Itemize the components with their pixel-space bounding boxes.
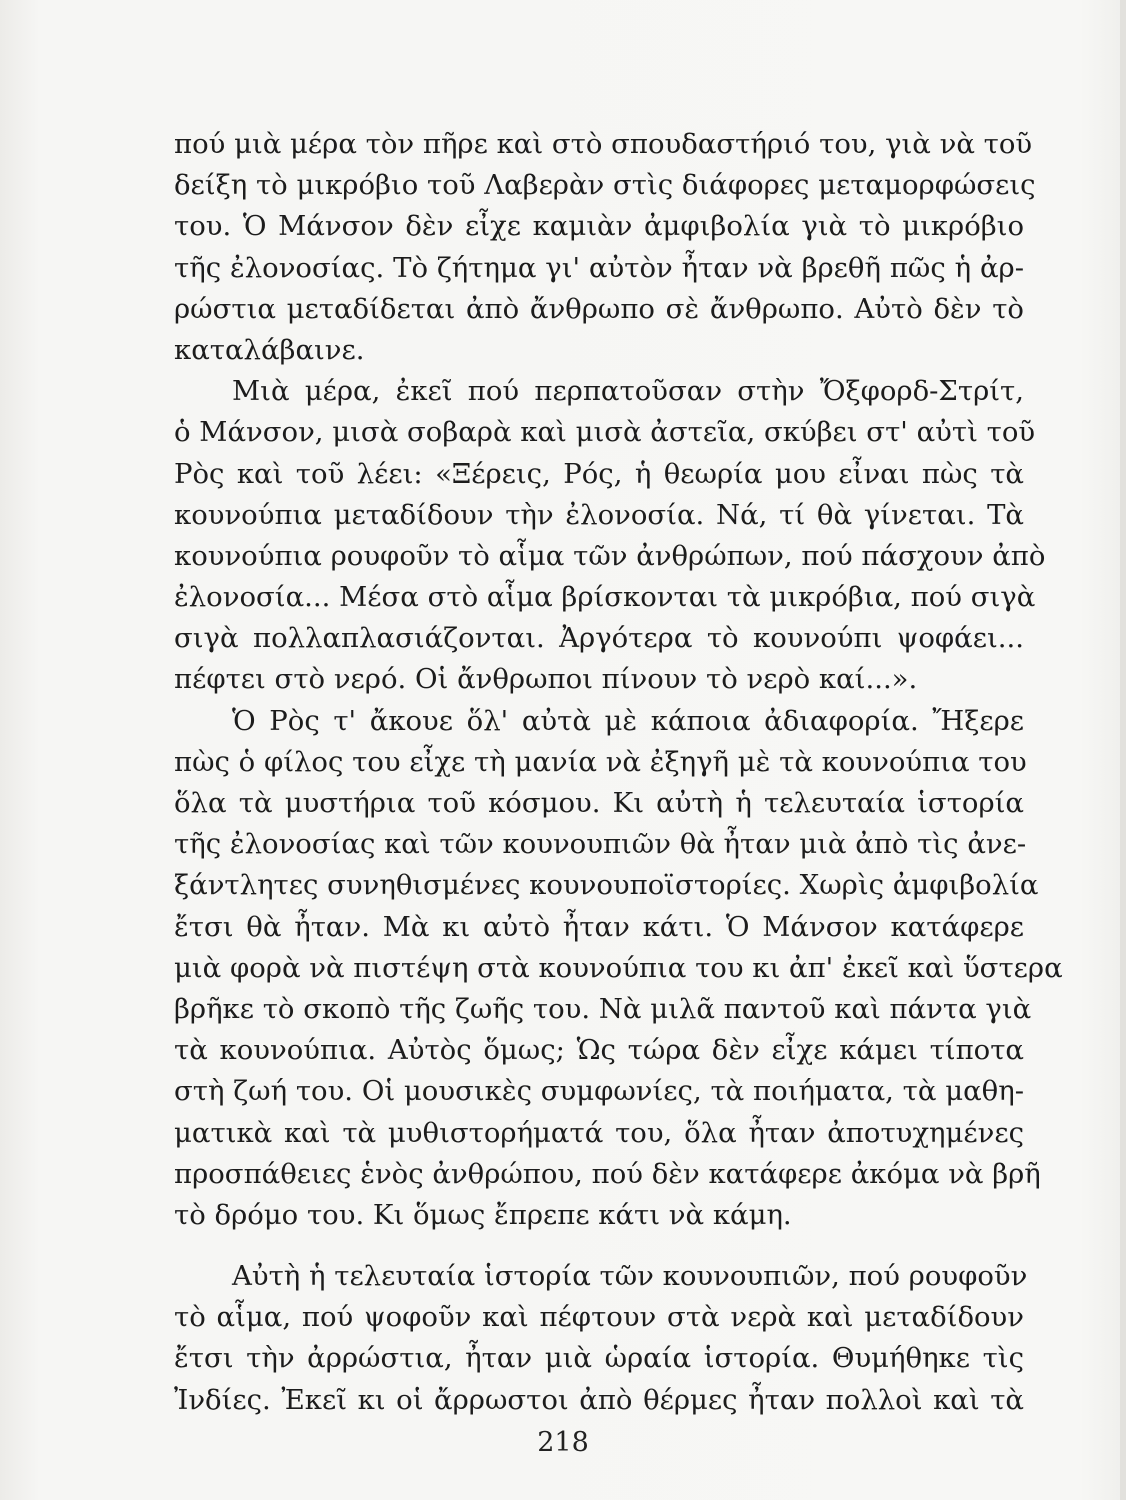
text-line: σιγὰ πολλαπλασιάζονται. Ἀργότερα τὸ κουνούπι ψοφάει... bbox=[174, 622, 1024, 655]
text-line: κουνούπια μεταδίδουν τὴν ἐλονοσία. Νά, τί θὰ γίνεται. Τὰ bbox=[174, 498, 1024, 531]
page-number: 218 bbox=[537, 1427, 589, 1458]
text-line: τῆς ἐλονοσίας. Τὸ ζήτημα γι' αὐτὸν ἦταν νὰ βρεθῆ πῶς ἡ ἀρ- bbox=[174, 251, 1024, 284]
body-text bbox=[174, 124, 1063, 1421]
text-line: στὴ ζωή του. Οἱ μουσικὲς συμφωνίες, τὰ ποιήματα, τὰ μαθη- bbox=[174, 1075, 1024, 1108]
text-line: πὼς ὁ φίλος του εἶχε τὴ μανία νὰ ἐξηγῆ μὲ τὰ κουνούπια του bbox=[174, 745, 1027, 778]
text-line: Μιὰ μέρα, ἐκεῖ πού περπατοῦσαν στὴν Ὄξφορδ-Στρίτ, bbox=[232, 375, 1024, 408]
text-line: δείξη τὸ μικρόβιο τοῦ Λαβερὰν στὶς διάφορες μεταμορφώσεις bbox=[174, 169, 1036, 202]
text-line: ξάντλητες συνηθισμένες κουνουποϊστορίες. Χωρὶς ἀμφιβολία bbox=[174, 869, 1039, 902]
text-line: ματικὰ καὶ τὰ μυθιστορήματά του, ὅλα ἦταν ἀποτυχημένες bbox=[174, 1116, 1024, 1149]
text-line: πέφτει στὸ νερό. Οἱ ἄνθρωποι πίνουν τὸ νερὸ καί...». bbox=[174, 663, 918, 696]
text-line: ρώστια μεταδίδεται ἀπὸ ἄνθρωπο σὲ ἄνθρωπο. Αὐτὸ δὲν τὸ bbox=[174, 292, 1024, 325]
text-line: προσπάθειες ἑνὸς ἀνθρώπου, πού δὲν κατάφερε ἀκόμα νὰ βρῆ bbox=[174, 1157, 1041, 1190]
text-line: καταλάβαινε. bbox=[174, 333, 365, 366]
paragraph-gap bbox=[174, 1236, 1024, 1256]
text-line: τὰ κουνούπια. Αὐτὸς ὅμως; Ὡς τώρα δὲν εἶχε κάμει τίποτα bbox=[174, 1034, 1024, 1067]
text-line: τῆς ἐλονοσίας καὶ τῶν κουνουπιῶν θὰ ἦταν μιὰ ἀπὸ τὶς ἀνε- bbox=[174, 828, 1027, 861]
text-line: ἔτσι θὰ ἦταν. Μὰ κι αὐτὸ ἦταν κάτι. Ὁ Μάνσον κατάφερε bbox=[174, 910, 1024, 943]
text-line: πού μιὰ μέρα τὸν πῆρε καὶ στὸ σπουδαστήριό του, γιὰ νὰ τοῦ bbox=[174, 128, 1033, 160]
text-line: κουνούπια ρουφοῦν τὸ αἷμα τῶν ἀνθρώπων, πού πάσχουν ἀπὸ bbox=[174, 539, 1046, 572]
text-line: Ἰνδίες. Ἐκεῖ κι οἱ ἄρρωστοι ἀπὸ θέρμες ἦταν πολλοὶ καὶ τὰ bbox=[174, 1383, 1024, 1416]
text-line: τὸ δρόμο του. Κι ὅμως ἔπρεπε κάτι νὰ κάμη. bbox=[174, 1198, 792, 1231]
page-edge-shadow bbox=[1120, 0, 1126, 1500]
text-line: τὸ αἷμα, πού ψοφοῦν καὶ πέφτουν στὰ νερὰ καὶ μεταδίδουν bbox=[174, 1301, 1024, 1334]
text-line: μιὰ φορὰ νὰ πιστέψη στὰ κουνούπια του κι ἀπ' ἐκεῖ καὶ ὕστερα bbox=[174, 951, 1063, 984]
text-line: ἔτσι τὴν ἀρρώστια, ἦταν μιὰ ὡραία ἱστορία. Θυμήθηκε τὶς bbox=[174, 1342, 1024, 1375]
text-line: ὅλα τὰ μυστήρια τοῦ κόσμου. Κι αὐτὴ ἡ τελευταία ἱστορία bbox=[174, 787, 1024, 819]
text-line: Ὁ Ρὸς τ' ἄκουε ὅλ' αὐτὰ μὲ κάποια ἀδιαφορία. Ἤξερε bbox=[232, 704, 1024, 737]
text-line: Αὐτὴ ἡ τελευταία ἱστορία τῶν κουνουπιῶν, πού ρουφοῦν bbox=[232, 1260, 1028, 1293]
text-line: βρῆκε τὸ σκοπὸ τῆς ζωῆς του. Νὰ μιλᾶ παντοῦ καὶ πάντα γιὰ bbox=[174, 992, 1032, 1025]
text-line: ὁ Μάνσον, μισὰ σοβαρὰ καὶ μισὰ ἀστεῖα, σκύβει στ' αὐτὶ τοῦ bbox=[174, 416, 1036, 449]
text-line: ἐλονοσία... Μέσα στὸ αἷμα βρίσκονται τὰ μικρόβια, πού σιγὰ bbox=[174, 581, 1036, 614]
text-line: του. Ὁ Μάνσον δὲν εἶχε καμιὰν ἀμφιβολία γιὰ τὸ μικρόβιο bbox=[174, 210, 1024, 243]
text-line: Ρὸς καὶ τοῦ λέει: «Ξέρεις, Ρός, ἡ θεωρία μου εἶναι πὼς τὰ bbox=[174, 457, 1024, 490]
